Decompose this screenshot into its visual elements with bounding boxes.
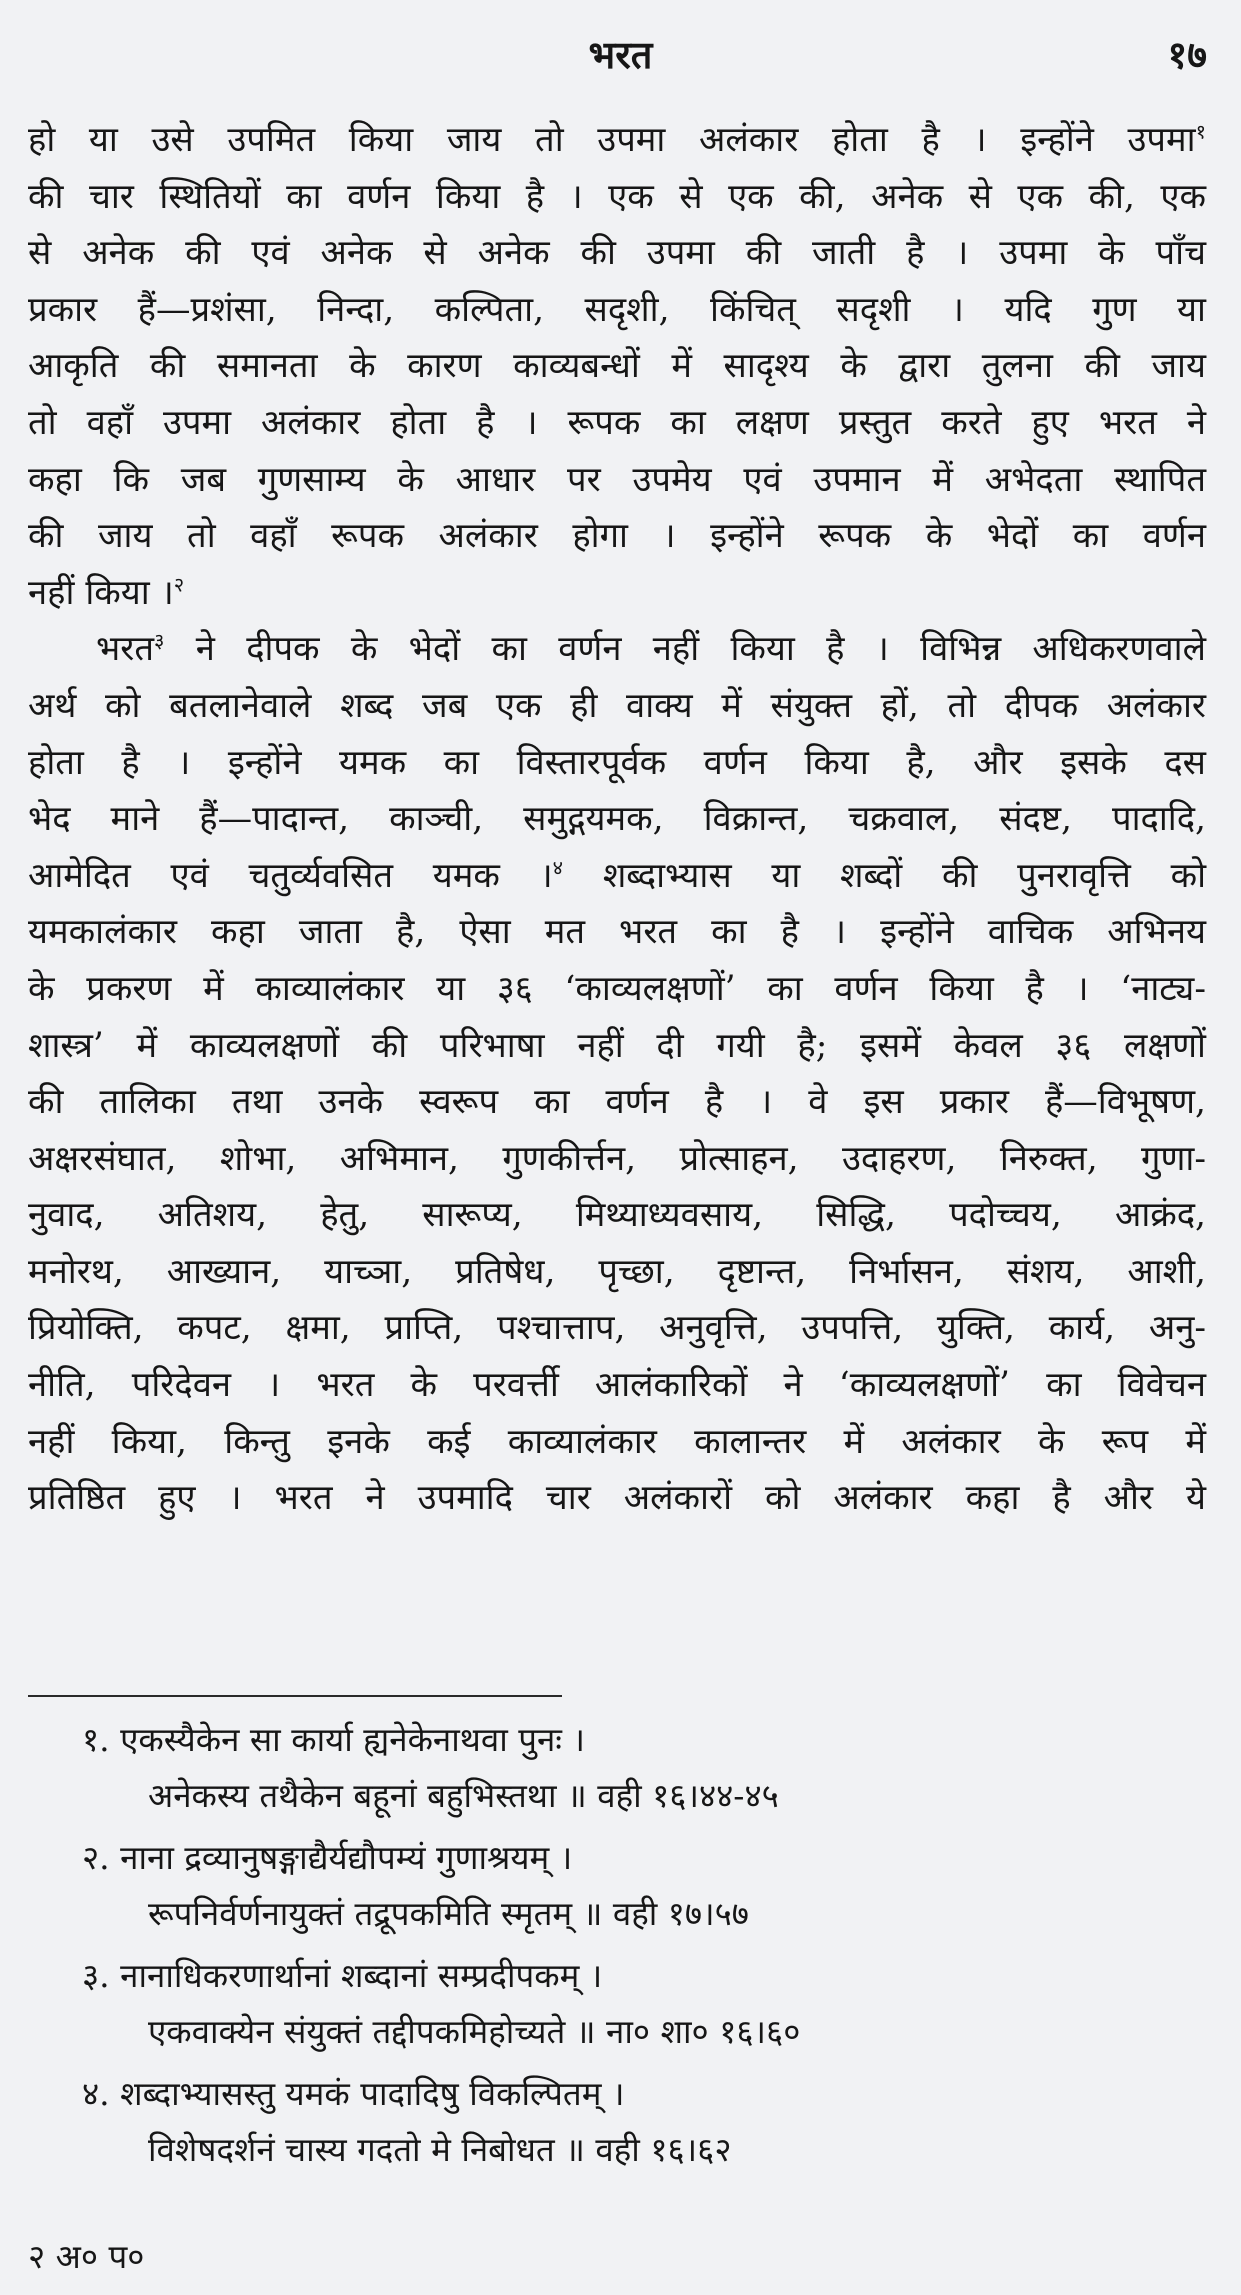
text-line: होता है । इन्होंने यमक का विस्तारपूर्वक वर्णन किया है, और इसके दस: [28, 742, 1206, 783]
footnote-line: ४. शब्दाभ्यासस्तु यमकं पादादिषु विकल्पितम् ।: [82, 2074, 625, 2113]
footnote: [82, 1948, 1152, 2060]
text-line: से अनेक की एवं अनेक से अनेक की उपमा की जाती है । उपमा के पाँच: [28, 233, 1206, 274]
text-line: हो या उसे उपमित किया जाय तो उपमा अलंकार होता है । इन्होंने उपमा$^१$: [28, 119, 1206, 160]
footnote: [82, 2066, 1152, 2178]
text-line: के प्रकरण में काव्यालंकार या ३६ ‘काव्यलक्षणों’ का वर्णन किया है । ‘नाट्य-: [28, 968, 1206, 1009]
footnote-line: १. एकस्यैकेन सा कार्या ह्यनेकेनाथवा पुनः ।: [82, 1720, 585, 1759]
footnote-line: ३. नानाधिकरणार्थानां शब्दानां सम्प्रदीपकम् ।: [82, 1956, 603, 1995]
running-header: [0, 22, 1241, 82]
footnote-line: रूपनिर्वर्णनायुक्तं तद्रूपकमिति स्मृतम् ॥ वही १७।५७: [148, 1894, 749, 1933]
text-line: आकृति की समानता के कारण काव्यबन्धों में सादृश्य के द्वारा तुलना की जाय: [28, 346, 1206, 387]
text-line: तो वहाँ उपमा अलंकार होता है । रूपक का लक्षण प्रस्तुत करते हुए भरत ने: [28, 402, 1206, 443]
footnote-line: अनेकस्य तथैकेन बहूनां बहुभिस्तथा ॥ वही १६।४४-४५: [148, 1776, 779, 1815]
running-title: भरत: [588, 32, 653, 77]
text-line: नहीं किया, किन्तु इनके कई काव्यालंकार कालान्तर में अलंकार के रूप में: [28, 1421, 1206, 1462]
footnote-marker[interactable]: ४: [552, 855, 564, 880]
text-line: मनोरथ, आख्यान, याच्ञा, प्रतिषेध, पृच्छा, दृष्टान्त, निर्भासन, संशय, आशी,: [28, 1251, 1206, 1292]
text-line: शास्त्र’ में काव्यलक्षणों की परिभाषा नहीं दी गयी है; इसमें केवल ३६ लक्षणों: [28, 1025, 1206, 1066]
footnote: [82, 1830, 1152, 1942]
footnote-marker[interactable]: ३: [154, 628, 165, 653]
footnote-marker[interactable]: १: [1195, 119, 1206, 144]
text-line: की जाय तो वहाँ रूपक अलंकार होगा । इन्होंने रूपक के भेदों का वर्णन: [28, 516, 1206, 557]
footnote-number: ४.: [82, 2074, 110, 2113]
body-text: [28, 112, 1206, 1527]
text-line: नीति, परिदेवन । भरत के परवर्त्ती आलंकारिकों ने ‘काव्यलक्षणों’ का विवेचन: [28, 1365, 1206, 1406]
text-line: प्रियोक्ति, कपट, क्षमा, प्राप्ति, पश्चात्ताप, अनुवृत्ति, उपपत्ति, युक्ति, कार्य, अनु-: [28, 1308, 1206, 1349]
footnote-marker[interactable]: २: [173, 572, 185, 597]
footnote-number: १.: [82, 1720, 110, 1759]
text-line: कहा कि जब गुणसाम्य के आधार पर उपमेय एवं उपमान में अभेदता स्थापित: [28, 459, 1206, 500]
text-line: प्रकार हैं—प्रशंसा, निन्दा, कल्पिता, सदृशी, किंचित् सदृशी । यदि गुण या: [28, 289, 1206, 330]
text-line: प्रतिष्ठित हुए । भरत ने उपमादि चार अलंकारों को अलंकार कहा है और ये: [28, 1478, 1206, 1519]
text-line: भरत$^३$ ने दीपक के भेदों का वर्णन नहीं किया है । विभिन्न अधिकरणवाले: [96, 628, 1206, 670]
text-line: नहीं किया ।$^२$: [28, 572, 185, 613]
footnotes: [82, 1712, 1152, 2184]
text-line: यमकालंकार कहा जाता है, ऐसा मत भरत का है । इन्होंने वाचिक अभिनय: [28, 912, 1206, 953]
text-line: की तालिका तथा उनके स्वरूप का वर्णन है । वे इस प्रकार हैं—विभूषण,: [28, 1082, 1206, 1123]
signature-mark: २ अ० प०: [28, 2237, 145, 2276]
footnote-number: ३.: [82, 1956, 110, 1995]
footnote: [82, 1712, 1152, 1824]
text-line: की चार स्थितियों का वर्णन किया है । एक से एक की, अनेक से एक की, एक: [28, 176, 1206, 217]
footnote-line: विशेषदर्शनं चास्य गदतो मे निबोधत ॥ वही १६।६२: [148, 2130, 732, 2169]
footnote-line: २. नाना द्रव्यानुषङ्गाद्यैर्यद्यौपम्यं गुणाश्रयम् ।: [82, 1838, 573, 1877]
footnote-divider: [28, 1695, 562, 1697]
text-line: अर्थ को बतलानेवाले शब्द जब एक ही वाक्य में संयुक्त हों, तो दीपक अलंकार: [28, 685, 1206, 726]
text-line: नुवाद, अतिशय, हेतु, सारूप्य, मिथ्याध्यवसाय, सिद्धि, पदोच्चय, आक्रंद,: [28, 1195, 1206, 1236]
page-number: १७: [1167, 32, 1207, 77]
text-line: भेद माने हैं—पादान्त, काञ्ची, समुद्गयमक, विक्रान्त, चक्रवाल, संदष्ट, पादादि,: [28, 799, 1206, 840]
footnote-number: २.: [82, 1838, 110, 1877]
footnote-line: एकवाक्येन संयुक्तं तद्दीपकमिहोच्यते ॥ ना० शा० १६।६०: [148, 2012, 801, 2051]
text-line: आमेदित एवं चतुर्व्यवसित यमक ।$^४$ शब्दाभ्यास या शब्दों की पुनरावृत्ति को: [28, 855, 1207, 896]
text-line: अक्षरसंघात, शोभा, अभिमान, गुणकीर्त्तन, प्रोत्साहन, उदाहरण, निरुक्त, गुणा-: [28, 1138, 1206, 1179]
